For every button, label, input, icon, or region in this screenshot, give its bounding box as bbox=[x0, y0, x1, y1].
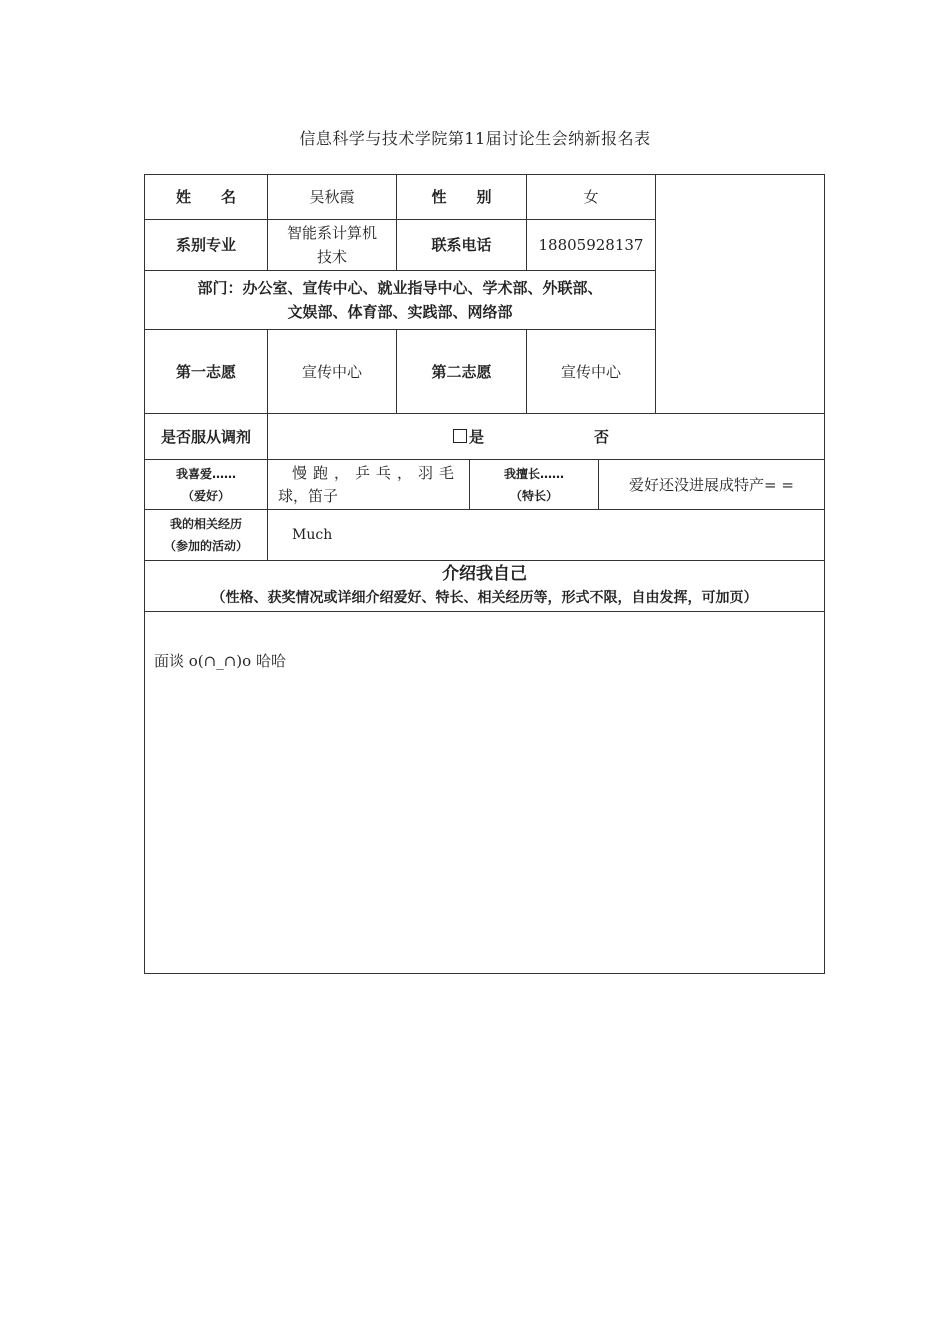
hobbies-value bbox=[267, 459, 470, 510]
second-wish-value: 宣传中心 bbox=[526, 329, 656, 414]
skills-value: 爱好还没进展成特产= = bbox=[598, 459, 825, 510]
hobbies-value-line1: 慢跑，乒乓，羽毛 bbox=[292, 463, 461, 482]
obey-label: 是否服从调剂 bbox=[144, 413, 268, 460]
departments-line2: 文娱部、体育部、实践部、网络部 bbox=[287, 303, 513, 321]
first-wish-label: 第一志愿 bbox=[144, 329, 268, 414]
phone-label: 联系电话 bbox=[396, 219, 527, 271]
hobbies-label-line1: 我喜爱…… bbox=[175, 466, 236, 481]
skills-label-line2: （特长） bbox=[509, 488, 558, 503]
major-value-line1: 智能系计算机 bbox=[286, 224, 377, 242]
gender-value: 女 bbox=[526, 174, 656, 220]
intro-content: 面谈 o(∩_∩)o 哈哈 bbox=[154, 652, 286, 670]
departments-line1: 部门：办公室、宣传中心、就业指导中心、学术部、外联部、 bbox=[197, 279, 603, 297]
phone-value: 18805928137 bbox=[526, 219, 656, 271]
experience-label bbox=[144, 509, 268, 561]
name-label: 姓 名 bbox=[144, 174, 268, 220]
major-label: 系别专业 bbox=[144, 219, 268, 271]
form-title: 信息科学与技术学院第11届讨论生会纳新报名表 bbox=[299, 129, 651, 148]
obey-options bbox=[267, 413, 825, 460]
gender-label: 性 别 bbox=[396, 174, 527, 220]
departments-list bbox=[144, 270, 656, 330]
first-wish-value: 宣传中心 bbox=[267, 329, 397, 414]
intro-content-box bbox=[144, 611, 825, 974]
checkbox-icon[interactable] bbox=[453, 429, 467, 443]
experience-label-line1: 我的相关经历 bbox=[169, 517, 242, 531]
obey-no-option[interactable]: 否 bbox=[594, 427, 610, 446]
hobbies-label-line2: （爱好） bbox=[181, 488, 230, 503]
major-value bbox=[267, 219, 397, 271]
obey-yes-option[interactable] bbox=[453, 425, 484, 449]
hobbies-value-line2: 球，笛子 bbox=[278, 486, 339, 505]
experience-label-line2: （参加的活动） bbox=[163, 539, 248, 553]
photo-area bbox=[655, 174, 825, 414]
second-wish-label: 第二志愿 bbox=[396, 329, 527, 414]
hobbies-label bbox=[144, 459, 268, 510]
skills-label-line1: 我擅长…… bbox=[503, 466, 564, 481]
obey-yes-label: 是 bbox=[468, 427, 484, 446]
experience-value: Much bbox=[267, 509, 825, 561]
intro-heading: 介绍我自己 bbox=[442, 564, 527, 584]
intro-subheading: （性格、获奖情况或详细介绍爱好、特长、相关经历等，形式不限，自由发挥，可加页） bbox=[211, 590, 758, 606]
skills-label bbox=[469, 459, 599, 510]
major-value-line2: 技术 bbox=[316, 248, 347, 266]
name-value: 吴秋霞 bbox=[267, 174, 397, 220]
intro-heading-cell bbox=[144, 560, 825, 612]
